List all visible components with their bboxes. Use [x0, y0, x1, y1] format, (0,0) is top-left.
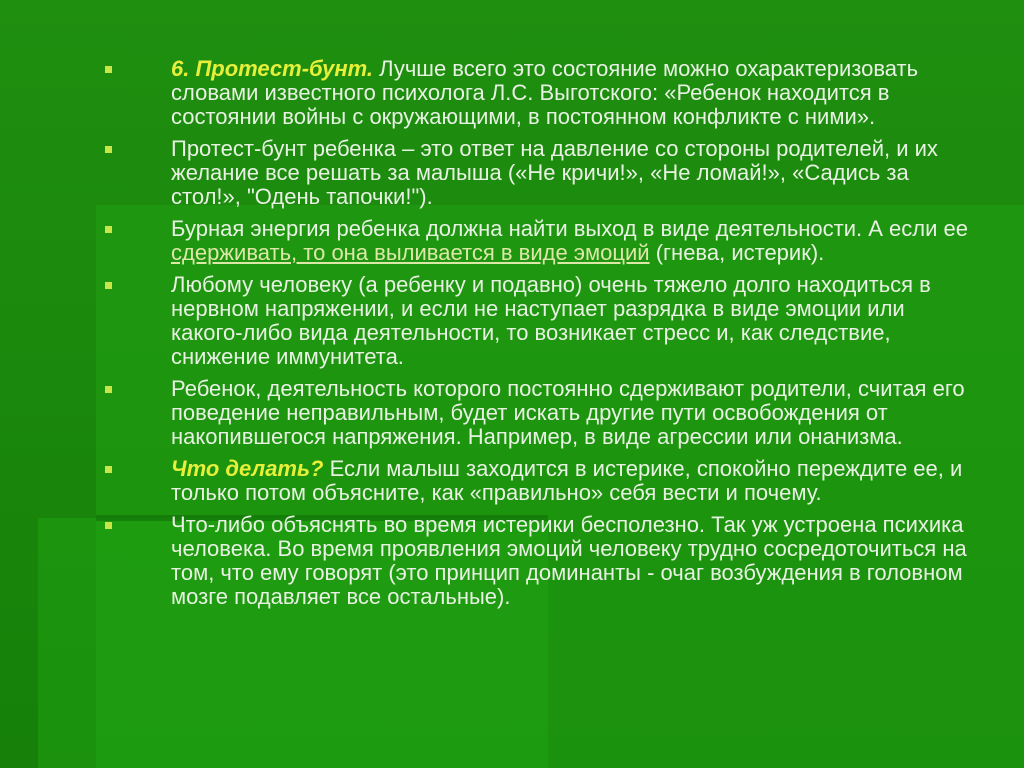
item-body-post: (гнева, истерик). [649, 240, 825, 265]
list-item [0, 57, 1024, 129]
item-body-pre: Бурная энергия ребенка должна найти выход в виде деятельности. А если ее [171, 216, 968, 241]
item-body: Если малыш заходится в истерике, спокойно переждите ее, и только потом объясните, как «правильно» себя вести и почему. [171, 456, 963, 505]
item-lead: 6. Протест-бунт. [171, 56, 374, 81]
square-bullet-icon [105, 226, 112, 233]
square-bullet-icon [105, 466, 112, 473]
item-lead: Что делать? [171, 456, 324, 481]
square-bullet-icon [105, 66, 112, 73]
item-body: Протест-бунт ребенка – это ответ на давление со стороны родителей, и их желание все решать за малыша («Не кричи!», «Не ломай!», «Садись за стол!», "Одень тапочки!"). [171, 136, 938, 209]
list-item-text [171, 457, 971, 505]
list-item [0, 137, 1024, 209]
hyperlink[interactable]: сдерживать, то она выливается в виде эмоций [171, 240, 650, 265]
item-body: Лучше всего это состояние можно охарактеризовать словами известного психолога Л.С. Выготского: «Ребенок находится в состоянии войны с окружающими, в постоянном конфликте с ними». [171, 56, 919, 129]
list-item-text [171, 217, 971, 265]
list-item [0, 217, 1024, 265]
square-bullet-icon [105, 522, 112, 529]
list-item [0, 457, 1024, 505]
list-item [0, 377, 1024, 449]
square-bullet-icon [105, 386, 112, 393]
item-body: Что-либо объяснять во время истерики бесполезно. Так уж устроена психика человека. Во время проявления эмоций человеку трудно сосредоточиться на том, что ему говорят (это принцип доминанты - очаг возбуждения в головном мозге подавляет все остальные). [171, 512, 967, 609]
square-bullet-icon [105, 282, 112, 289]
bullet-list [0, 57, 1024, 617]
list-item-text [171, 273, 971, 369]
item-body: Ребенок, деятельность которого постоянно сдерживают родители, считая его поведение неправильным, будет искать другие пути освобождения от накопившегося напряжения. Например, в виде агрессии или онанизма. [171, 376, 965, 449]
list-item-text [171, 57, 971, 129]
list-item-text [171, 377, 971, 449]
list-item [0, 273, 1024, 369]
list-item-text [171, 513, 971, 609]
list-item [0, 513, 1024, 609]
list-item-text [171, 137, 971, 209]
square-bullet-icon [105, 146, 112, 153]
item-body: Любому человеку (а ребенку и подавно) очень тяжело долго находиться в нервном напряжении, и если не наступает разрядка в виде эмоции или какого-либо вида деятельности, то возникает стресс и, как следствие, снижение иммунитета. [171, 272, 931, 369]
